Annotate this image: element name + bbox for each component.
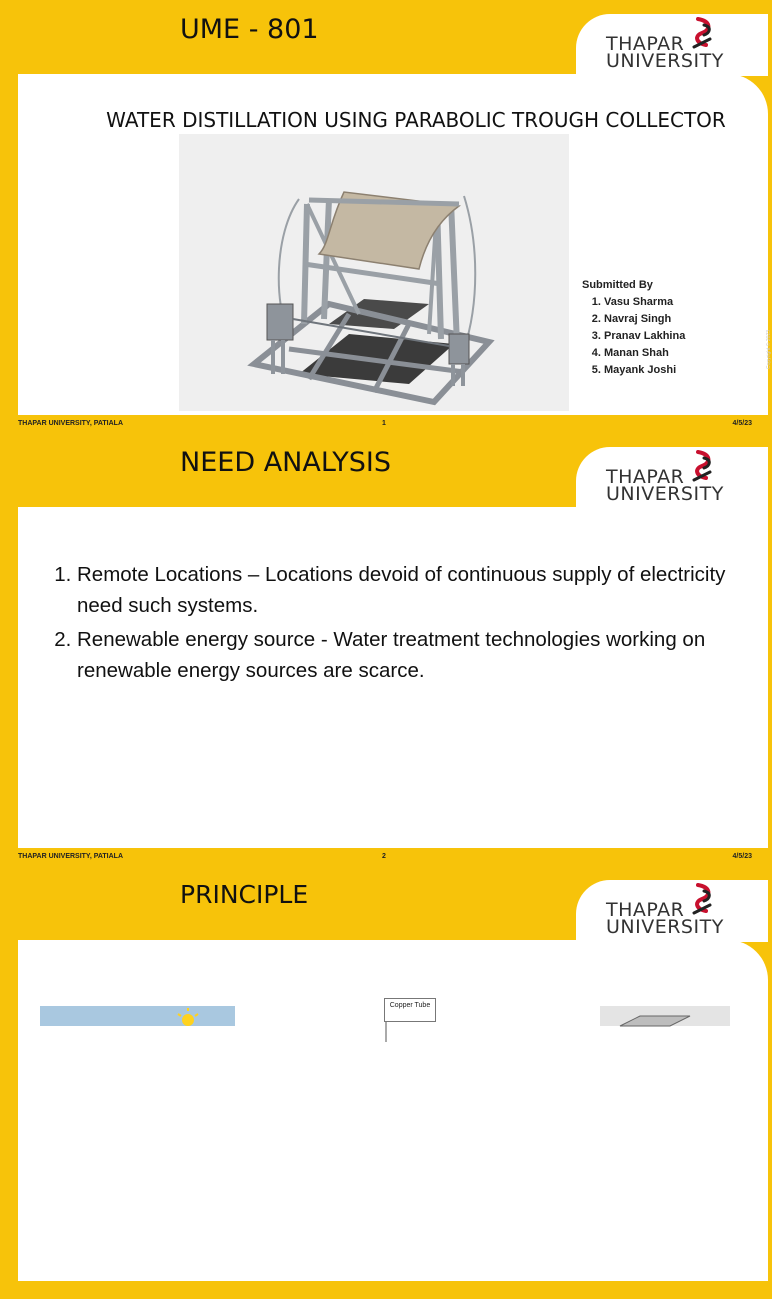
logo-line-2: UNIVERSITY bbox=[606, 483, 724, 505]
university-logo bbox=[576, 880, 768, 942]
logo-line-2: UNIVERSITY bbox=[606, 916, 724, 938]
trough-diagram-icon bbox=[600, 1006, 730, 1026]
university-logo bbox=[576, 447, 768, 509]
copper-tube-label: Copper Tube bbox=[384, 998, 436, 1022]
slide-body bbox=[18, 940, 768, 1281]
parabolic-trough-model-icon bbox=[179, 134, 569, 411]
member-item: 3. Pranav Lakhina bbox=[604, 328, 685, 345]
submitted-heading: Submitted By bbox=[582, 279, 653, 291]
diagram-connector-icon bbox=[384, 1022, 404, 1042]
slide-body bbox=[18, 507, 768, 848]
collector-render-image bbox=[179, 134, 569, 411]
slide-1 bbox=[0, 0, 768, 433]
logo-line-2: UNIVERSITY bbox=[606, 50, 724, 72]
slide-body bbox=[18, 74, 768, 415]
university-emblem-icon bbox=[690, 883, 716, 919]
slide-title: UME - 801 bbox=[180, 14, 319, 45]
member-item: 2. Navraj Singh bbox=[604, 311, 685, 328]
footer-date: 4/5/23 bbox=[732, 853, 752, 860]
sky-diagram-icon bbox=[40, 1006, 235, 1026]
slide-3 bbox=[0, 866, 768, 1299]
copyright-mark: Copyright © 2023 bbox=[766, 330, 772, 369]
slide-title: PRINCIPLE bbox=[180, 880, 309, 909]
member-item: 5. Mayank Joshi bbox=[604, 362, 685, 379]
university-emblem-icon bbox=[690, 450, 716, 486]
project-title: WATER DISTILLATION USING PARABOLIC TROUGH COLLECTOR bbox=[106, 108, 726, 132]
page-number: 1 bbox=[382, 420, 386, 427]
footer-institution: THAPAR UNIVERSITY, PATIALA bbox=[18, 420, 124, 427]
footer-date: 4/5/23 bbox=[732, 420, 752, 427]
member-item: 1. Vasu Sharma bbox=[604, 294, 685, 311]
member-item: 4. Manan Shah bbox=[604, 345, 685, 362]
slide-2 bbox=[0, 433, 768, 866]
list-item: 1. Remote Locations – Locations devoid of continuous supply of electricity need such systems. bbox=[77, 559, 734, 621]
team-members bbox=[582, 277, 685, 379]
slide-footer bbox=[0, 420, 768, 433]
logo-line-1: THAPAR bbox=[606, 466, 685, 488]
page-number: 2 bbox=[382, 853, 386, 860]
university-logo bbox=[576, 14, 768, 76]
list-item: 2. Renewable energy source - Water treatment technologies working on renewable energy sources are scarce. bbox=[77, 624, 734, 686]
slide-footer bbox=[0, 853, 768, 866]
footer-institution: THAPAR UNIVERSITY, PATIALA bbox=[18, 853, 124, 860]
logo-line-1: THAPAR bbox=[606, 899, 685, 921]
need-analysis-list bbox=[44, 559, 734, 689]
slide-title: NEED ANALYSIS bbox=[180, 447, 392, 478]
university-emblem-icon bbox=[690, 17, 716, 53]
logo-line-1: THAPAR bbox=[606, 33, 685, 55]
